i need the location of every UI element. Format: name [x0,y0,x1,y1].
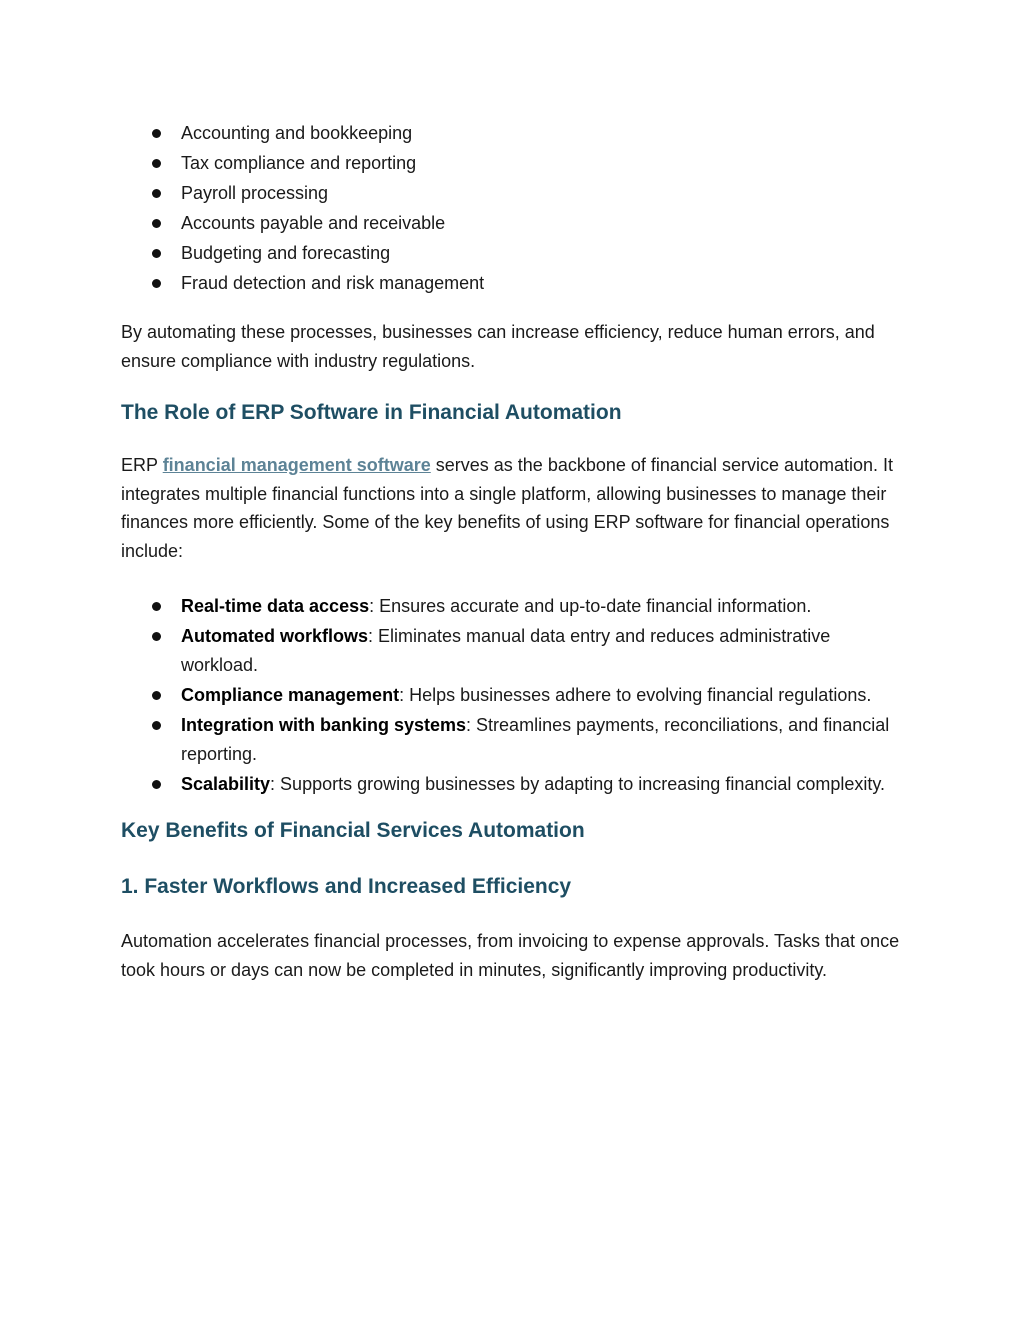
list-item [121,622,904,680]
benefit-desc: : Eliminates manual data entry and reduces administrative workload. [181,626,831,675]
list-item: Tax compliance and reporting [121,149,904,178]
benefit-term: Automated workflows [181,626,369,646]
paragraph-faster: Automation accelerates financial processes, from invoicing to expense approvals. Tasks that once took hours or days can now be completed in minutes, significantly improving productivity. [121,931,900,980]
bullet-icon [152,249,161,258]
erp-prefix: ERP [121,455,163,475]
bullet-icon [152,632,161,641]
list-item [121,681,904,710]
bullet-icon [152,780,161,789]
bullet-icon [152,691,161,700]
benefit-desc: : Helps businesses adhere to evolving financial regulations. [399,685,872,705]
paragraph-erp [121,451,904,565]
list-item: Payroll processing [121,179,904,208]
list-item [121,770,904,799]
bullet-icon [152,279,161,288]
bullet-icon [152,219,161,228]
list-item: Accounts payable and receivable [121,209,904,238]
list-item [121,592,904,621]
list-item: Fraud detection and risk management [121,269,904,298]
list-item [121,711,904,769]
bullet-icon [152,129,161,138]
bullet-icon [152,602,161,611]
bullet-icon [152,189,161,198]
benefit-desc: : Supports growing businesses by adapting to increasing financial complexity. [270,774,886,794]
list-item: Accounting and bookkeeping [121,119,904,148]
bullet-icon [152,159,161,168]
benefit-desc: : Streamlines payments, reconciliations, and financial reporting. [181,715,890,764]
benefit-term: Integration with banking systems [181,715,467,735]
benefit-desc: : Ensures accurate and up-to-date financial information. [369,596,812,616]
heading-erp-role: The Role of ERP Software in Financial Automation [121,401,622,424]
benefit-term: Scalability [181,774,271,794]
bullet-icon [152,721,161,730]
paragraph-automating: By automating these processes, businesses can increase efficiency, reduce human errors, and ensure compliance with industry regulations. [121,322,875,371]
heading-faster-workflows: 1. Faster Workflows and Increased Efficiency [121,875,572,898]
erp-suffix: serves as the backbone of financial service automation. It integrates multiple financial functions into a single platform, allowing businesses to manage their finances more efficiently. Some of the key benefits of using ERP software for financial operations include: [121,455,894,561]
benefits-list [121,592,904,799]
benefit-term: Compliance management [181,685,400,705]
benefit-term: Real-time data access [181,596,370,616]
services-list [121,119,904,298]
heading-key-benefits: Key Benefits of Financial Services Automation [121,819,585,842]
financial-management-software-link[interactable]: financial management software [162,455,431,475]
list-item: Budgeting and forecasting [121,239,904,268]
